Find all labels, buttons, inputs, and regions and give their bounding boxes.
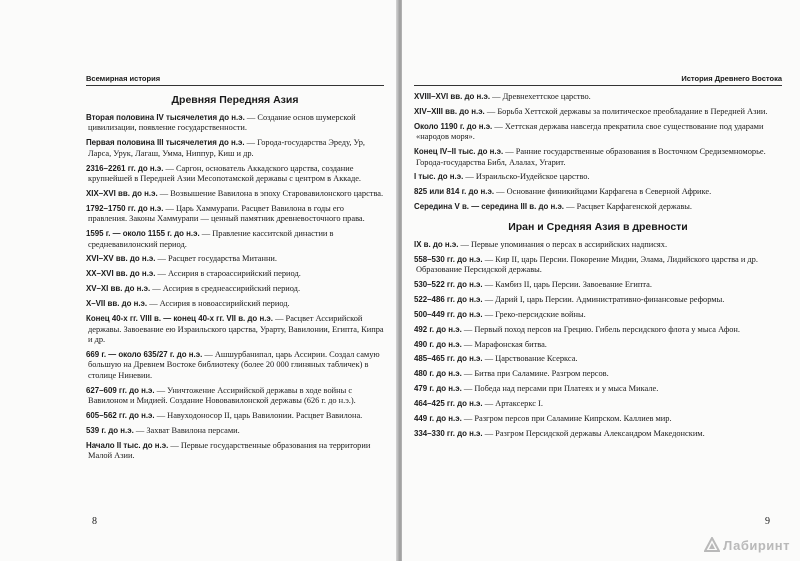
entry-date: Начало II тыс. до н.э. [86, 440, 169, 450]
entry-text: — Уничтожение Ассирийской державы в ходе войны с Вавилоном и Мидией. Создание Нововавилонской державы (626 г. до н.э.). [88, 385, 356, 405]
chronology-entry [414, 354, 782, 364]
entry-text: — Царствование Ксеркса. [482, 354, 578, 364]
section-title-iran: Иран и Средняя Азия в древности [508, 220, 688, 233]
chronology-entry [86, 254, 384, 264]
entry-list-right-top [414, 92, 782, 213]
running-head-right: История Древнего Востока [414, 74, 782, 86]
chronology-entry [86, 284, 384, 294]
entry-text: — Основание финикийцами Карфагена в Северной Африке. [494, 187, 712, 197]
entry-date: 490 г. до н.э. [414, 339, 462, 349]
chronology-entry [414, 310, 782, 320]
watermark-text: Лабиринт [723, 537, 790, 553]
entry-text: — Возвышение Вавилона в эпоху Старовавилонского царства. [157, 188, 384, 198]
section-title-near-east: Древняя Передняя Азия [171, 94, 299, 106]
chronology-entry [414, 92, 782, 102]
entry-date: XIV–XIII вв. до н.э. [414, 106, 485, 116]
entry-date: 449 г. до н.э. [414, 414, 462, 424]
chronology-entry [414, 202, 782, 212]
entry-text: — Ассирия в новоассирийский период. [147, 299, 290, 309]
entry-date: Около 1190 г. до н.э. [414, 121, 493, 131]
entry-text: — Кир II, царь Персии. Покорение Мидии, Элама, Лидийского царства и др. Образование Персидской державы. [416, 254, 758, 274]
entry-date: Вторая половина IV тысячелетия до н.э. [86, 113, 245, 122]
entry-date: 492 г. до н.э. [414, 324, 462, 334]
entry-date: 1595 г. — около 1155 г. до н.э. [86, 229, 200, 239]
entry-text: — Ранние государственные образования в Восточном Средиземноморье. Города-государства Библ, Алалах, Угарит. [416, 147, 766, 167]
entry-date: 605–562 гг. до н.э. [86, 410, 155, 420]
chronology-entry [414, 325, 782, 335]
page-number-right: 9 [765, 516, 770, 527]
chronology-entry [414, 429, 782, 439]
running-head-left: Всемирная история [86, 74, 384, 86]
entry-date: 669 г. — около 635/27 г. до н.э. [86, 349, 203, 359]
entry-date: 558–530 гг. до н.э. [414, 254, 483, 264]
entry-text: — Разгром Персидской державы Александром Македонским. [482, 428, 705, 438]
entry-text: — Создание основ шумерской цивилизации, появление государственности. [88, 113, 356, 133]
entry-date: XIX–XVI вв. до н.э. [86, 188, 158, 198]
chronology-entry [86, 441, 384, 462]
chronology-entry [414, 147, 782, 168]
entry-date: 530–522 гг. до н.э. [414, 279, 483, 289]
entry-date: 2316–2261 гг. до н.э. [86, 163, 164, 173]
entry-text: — Города-государства Эреду, Ур, Ларса, Урук, Лагаш, Умма, Ниппур, Киш и др. [88, 138, 365, 158]
entry-text: — Разгром персов при Саламине Кипрском. Каллиев мир. [461, 414, 672, 424]
entry-text: — Царь Хаммурапи. Расцвет Вавилона в годы его правления. Законы Хаммурапи — ценный памятник древневосточного права. [88, 203, 365, 224]
chronology-entry [414, 255, 782, 276]
entry-text: — Ашшурбанипал, царь Ассирии. Создал самую большую на Древнем Востоке библиотеку (более 20 000 глиняных табличек) в столице Ниневии. [88, 349, 380, 380]
entry-text: — Битва при Саламине. Разгром персов. [461, 369, 609, 379]
entry-date: Конец IV–II тыс. до н.э. [414, 147, 504, 157]
chronology-entry [414, 340, 782, 350]
right-page [402, 0, 800, 561]
left-page [0, 0, 398, 561]
entry-text: — Первый поход персов на Грецию. Гибель персидского флота у мыса Афон. [461, 324, 741, 334]
entry-date: 334–330 гг. до н.э. [414, 428, 483, 438]
chronology-entry [86, 411, 384, 421]
chronology-entry [414, 295, 782, 305]
entry-list-right-bottom [414, 240, 782, 440]
entry-date: 485–465 гг. до н.э. [414, 354, 483, 364]
entry-date: 1792–1750 гг. до н.э. [86, 203, 164, 213]
entry-date: XVI–XV вв. до н.э. [86, 254, 156, 264]
entry-date: 627–609 гг. до н.э. [86, 385, 155, 395]
entry-text: — Камбиз II, царь Персии. Завоевание Египта. [482, 279, 652, 289]
entry-text: — Захват Вавилона персами. [133, 425, 240, 435]
entry-text: — Расцвет государства Митанни. [155, 254, 277, 264]
chronology-entry [414, 107, 782, 117]
chronology-entry [86, 204, 384, 225]
entry-date: XVIII–XVI вв. до н.э. [414, 92, 491, 101]
entry-text: — Ассирия в староассирийский период. [155, 269, 301, 279]
chronology-entry [86, 350, 384, 381]
chronology-entry [86, 164, 384, 185]
entry-date: X–VII вв. до н.э. [86, 299, 148, 309]
watermark [704, 537, 790, 553]
chronology-entry [414, 172, 782, 182]
entry-text: — Ассирия в среднеассирийский период. [150, 284, 301, 294]
chronology-entry [86, 113, 384, 134]
page-number-left: 8 [92, 516, 97, 527]
entry-date: 825 или 814 г. до н.э. [414, 187, 495, 197]
entry-text: — Дарий I, царь Персии. Административно-финансовые реформы. [482, 294, 725, 304]
chronology-entry [414, 414, 782, 424]
entry-date: 464–425 гг. до н.э. [414, 399, 483, 409]
entry-text: — Первые упоминания о персах в ассирийских надписях. [458, 239, 668, 249]
entry-date: 539 г. до н.э. [86, 425, 134, 435]
entry-date: Конец 40-х гг. VIII в. — конец 40-х гг. VII в. до н.э. [86, 314, 273, 324]
chronology-entry [414, 122, 782, 143]
entry-date: IX в. до н.э. [414, 239, 459, 249]
chronology-entry [414, 369, 782, 379]
chronology-entry [86, 386, 384, 407]
entry-text: — Марафонская битва. [461, 339, 547, 349]
chronology-entry [86, 426, 384, 436]
labirint-logo-icon [704, 537, 720, 553]
chronology-entry [414, 280, 782, 290]
entry-text: — Победа над персами при Платеях и у мыса Микале. [461, 384, 659, 394]
chronology-entry [414, 240, 782, 250]
chronology-entry [86, 269, 384, 279]
entry-text: — Древнехеттское царство. [490, 92, 591, 101]
chronology-entry [86, 314, 384, 345]
entry-text: — Расцвет Ассирийской державы. Завоевание ею Израильского царства, Урарту, Вавилонии, Египта, Кипра и др. [88, 314, 384, 344]
chronology-entry [86, 299, 384, 309]
entry-text: — Расцвет Карфагенской державы. [564, 202, 693, 212]
entry-text: — Артаксеркс I. [482, 399, 543, 409]
entry-date: 480 г. до н.э. [414, 369, 462, 379]
chronology-entry [414, 399, 782, 409]
entry-date: Середина V в. — середина III в. до н.э. [414, 202, 564, 212]
entry-text: — Навуходоносор II, царь Вавилонии. Расцвет Вавилона. [154, 410, 363, 420]
chronology-entry [86, 229, 384, 250]
entry-text: — Саргон, основатель Аккадского царства, создание крупнейшей в Передней Азии Месопотамской державы с центром в Аккаде. [88, 163, 362, 184]
entry-text: — Греко-персидские войны. [482, 309, 586, 319]
entry-date: XX–XVI вв. до н.э. [86, 269, 156, 279]
entry-date: 522–486 гг. до н.э. [414, 294, 483, 304]
entry-text: — Правление касситской династии в средневавилонский период. [88, 229, 334, 249]
entry-date: I тыс. до н.э. [414, 172, 464, 182]
entry-list-left [86, 113, 384, 461]
entry-date: 500–449 гг. до н.э. [414, 309, 483, 319]
chronology-entry [414, 187, 782, 197]
entry-date: XV–XI вв. до н.э. [86, 284, 151, 294]
entry-date: 479 г. до н.э. [414, 384, 462, 394]
entry-text: — Хеттская держава навсегда прекратила свое существование под ударами «народов моря». [416, 121, 764, 142]
entry-text: — Первые государственные образования на территории Малой Азии. [88, 440, 371, 461]
entry-text: — Израильско-Иудейское царство. [463, 172, 590, 182]
entry-text: — Борьба Хеттской державы за политическое преобладание в Передней Азии. [484, 106, 768, 116]
chronology-entry [86, 138, 384, 159]
chronology-entry [414, 384, 782, 394]
chronology-entry [86, 189, 384, 199]
entry-date: Первая половина III тысячелетия до н.э. [86, 138, 245, 148]
